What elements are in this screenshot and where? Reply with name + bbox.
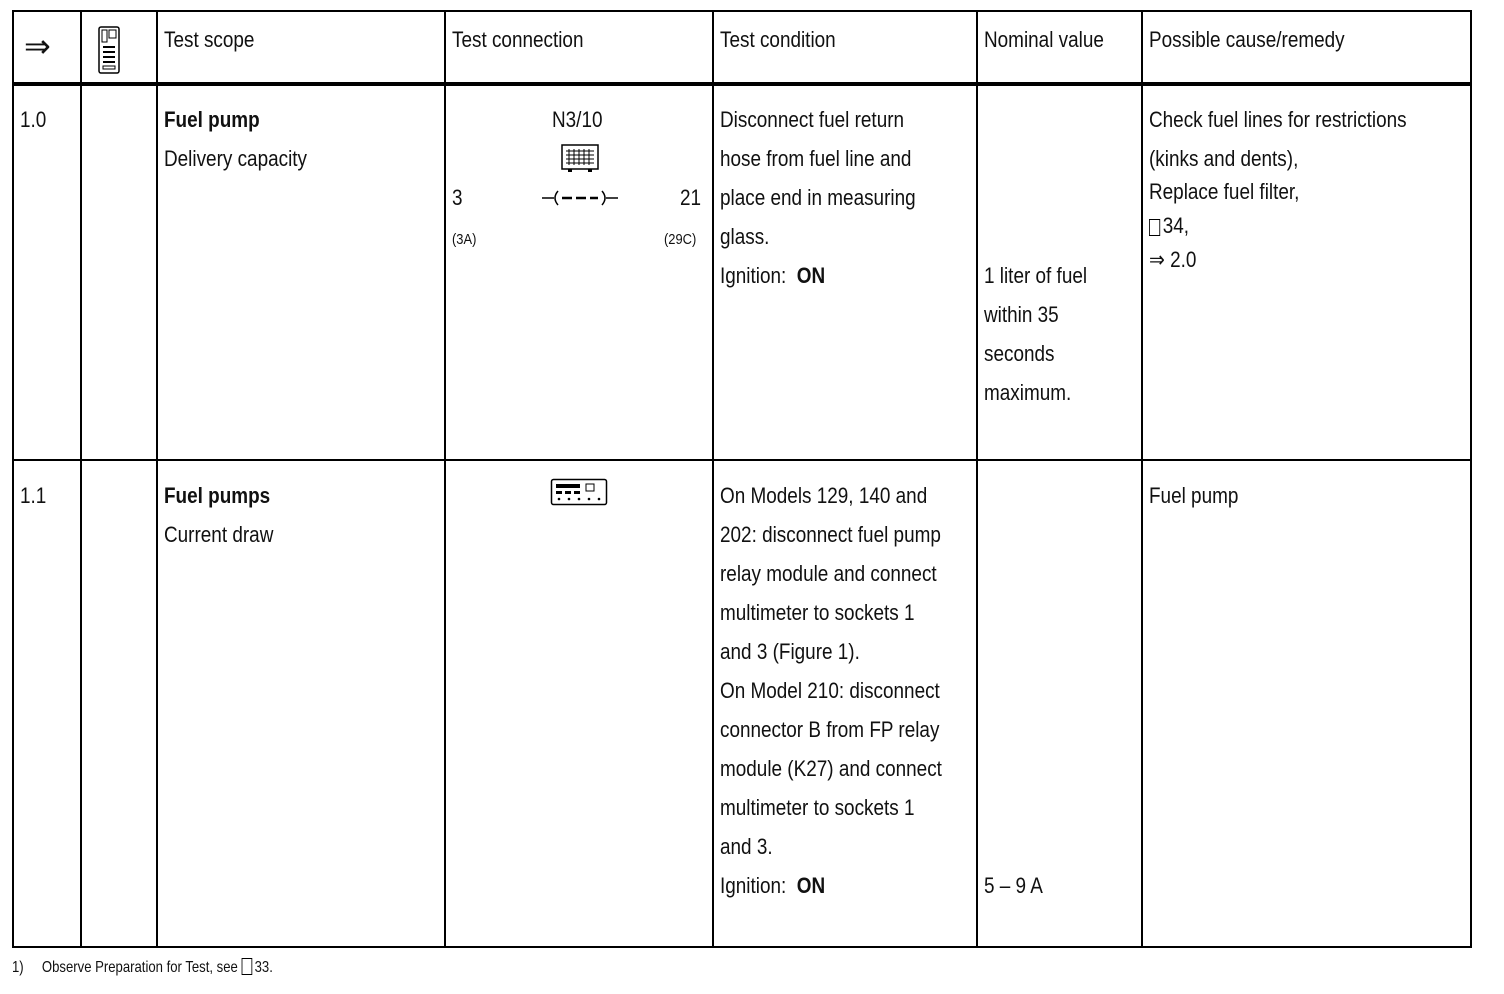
remedy-line: Replace fuel filter, <box>1149 179 1300 204</box>
handheld-tester-icon <box>98 26 120 74</box>
ignition-label: Ignition: <box>720 263 787 288</box>
reference-page: 34, <box>1162 213 1190 238</box>
header-possible-cause: Possible cause/remedy <box>1149 27 1345 52</box>
ecu-module-icon <box>560 142 600 174</box>
condition-line: On Model 210: disconnect <box>720 678 940 703</box>
step-number: 1.1 <box>20 483 47 508</box>
condition-line: relay module and connect <box>720 561 937 586</box>
ignition-condition <box>720 256 825 295</box>
column-divider <box>712 12 714 946</box>
condition-line: connector B from FP relay <box>720 717 940 742</box>
ignition-value: ON <box>796 873 826 898</box>
condition-line: hose from fuel line and <box>720 146 912 171</box>
scope-subtitle: Current draw <box>164 522 274 547</box>
condition-line: and 3. <box>720 834 773 859</box>
header-divider <box>14 82 1470 86</box>
test-lead-icon <box>540 188 620 208</box>
column-divider <box>80 12 82 946</box>
scope-title: Fuel pump <box>164 107 260 132</box>
nominal-line: seconds <box>984 341 1055 366</box>
remedy-goto: ⇒ 2.0 <box>1149 247 1197 272</box>
nominal-line: maximum. <box>984 380 1072 405</box>
pin-left-alt: (3A) <box>452 231 477 248</box>
column-divider <box>1141 12 1143 946</box>
scope-subtitle: Delivery capacity <box>164 146 308 171</box>
footnote-ref: 33. <box>254 959 273 976</box>
nominal-line: within 35 <box>984 302 1059 327</box>
step-number: 1.0 <box>20 107 47 132</box>
test-table <box>12 10 1472 948</box>
pin-right: 21 <box>680 185 702 210</box>
book-reference-icon <box>1149 219 1160 236</box>
condition-line: On Models 129, 140 and <box>720 483 928 508</box>
ignition-condition <box>720 866 825 905</box>
condition-line: multimeter to sockets 1 <box>720 600 915 625</box>
footnote <box>12 958 273 977</box>
column-divider <box>976 12 978 946</box>
pin-left: 3 <box>452 185 463 210</box>
condition-line: glass. <box>720 224 770 249</box>
footnote-text: Observe Preparation for Test, see <box>41 959 238 976</box>
footnote-marker: 1) <box>12 959 24 976</box>
multimeter-icon <box>550 478 608 506</box>
nominal-value: 5 – 9 A <box>984 873 1043 898</box>
pin-right-alt: (29C) <box>664 231 697 248</box>
remedy-line: Check fuel lines for restrictions <box>1149 107 1407 132</box>
remedy-line: (kinks and dents), <box>1149 146 1299 171</box>
scope-title: Fuel pumps <box>164 483 271 508</box>
header-nominal-value: Nominal value <box>984 27 1104 52</box>
column-divider <box>444 12 446 946</box>
component-code: N3/10 <box>552 107 603 132</box>
header-test-scope: Test scope <box>164 27 255 52</box>
condition-line: module (K27) and connect <box>720 756 942 781</box>
ignition-value: ON <box>796 263 826 288</box>
header-test-condition: Test condition <box>720 27 836 52</box>
condition-line: 202: disconnect fuel pump <box>720 522 941 547</box>
condition-line: place end in measuring <box>720 185 916 210</box>
nominal-line: 1 liter of fuel <box>984 263 1088 288</box>
ignition-label: Ignition: <box>720 873 787 898</box>
arrow-icon: ⇒ <box>24 28 51 64</box>
condition-line: multimeter to sockets 1 <box>720 795 915 820</box>
header-test-connection: Test connection <box>452 27 584 52</box>
column-divider <box>156 12 158 946</box>
condition-line: and 3 (Figure 1). <box>720 639 860 664</box>
row-divider <box>14 459 1470 461</box>
remedy-line: Fuel pump <box>1149 483 1239 508</box>
condition-line: Disconnect fuel return <box>720 107 905 132</box>
book-reference-icon <box>241 958 252 975</box>
